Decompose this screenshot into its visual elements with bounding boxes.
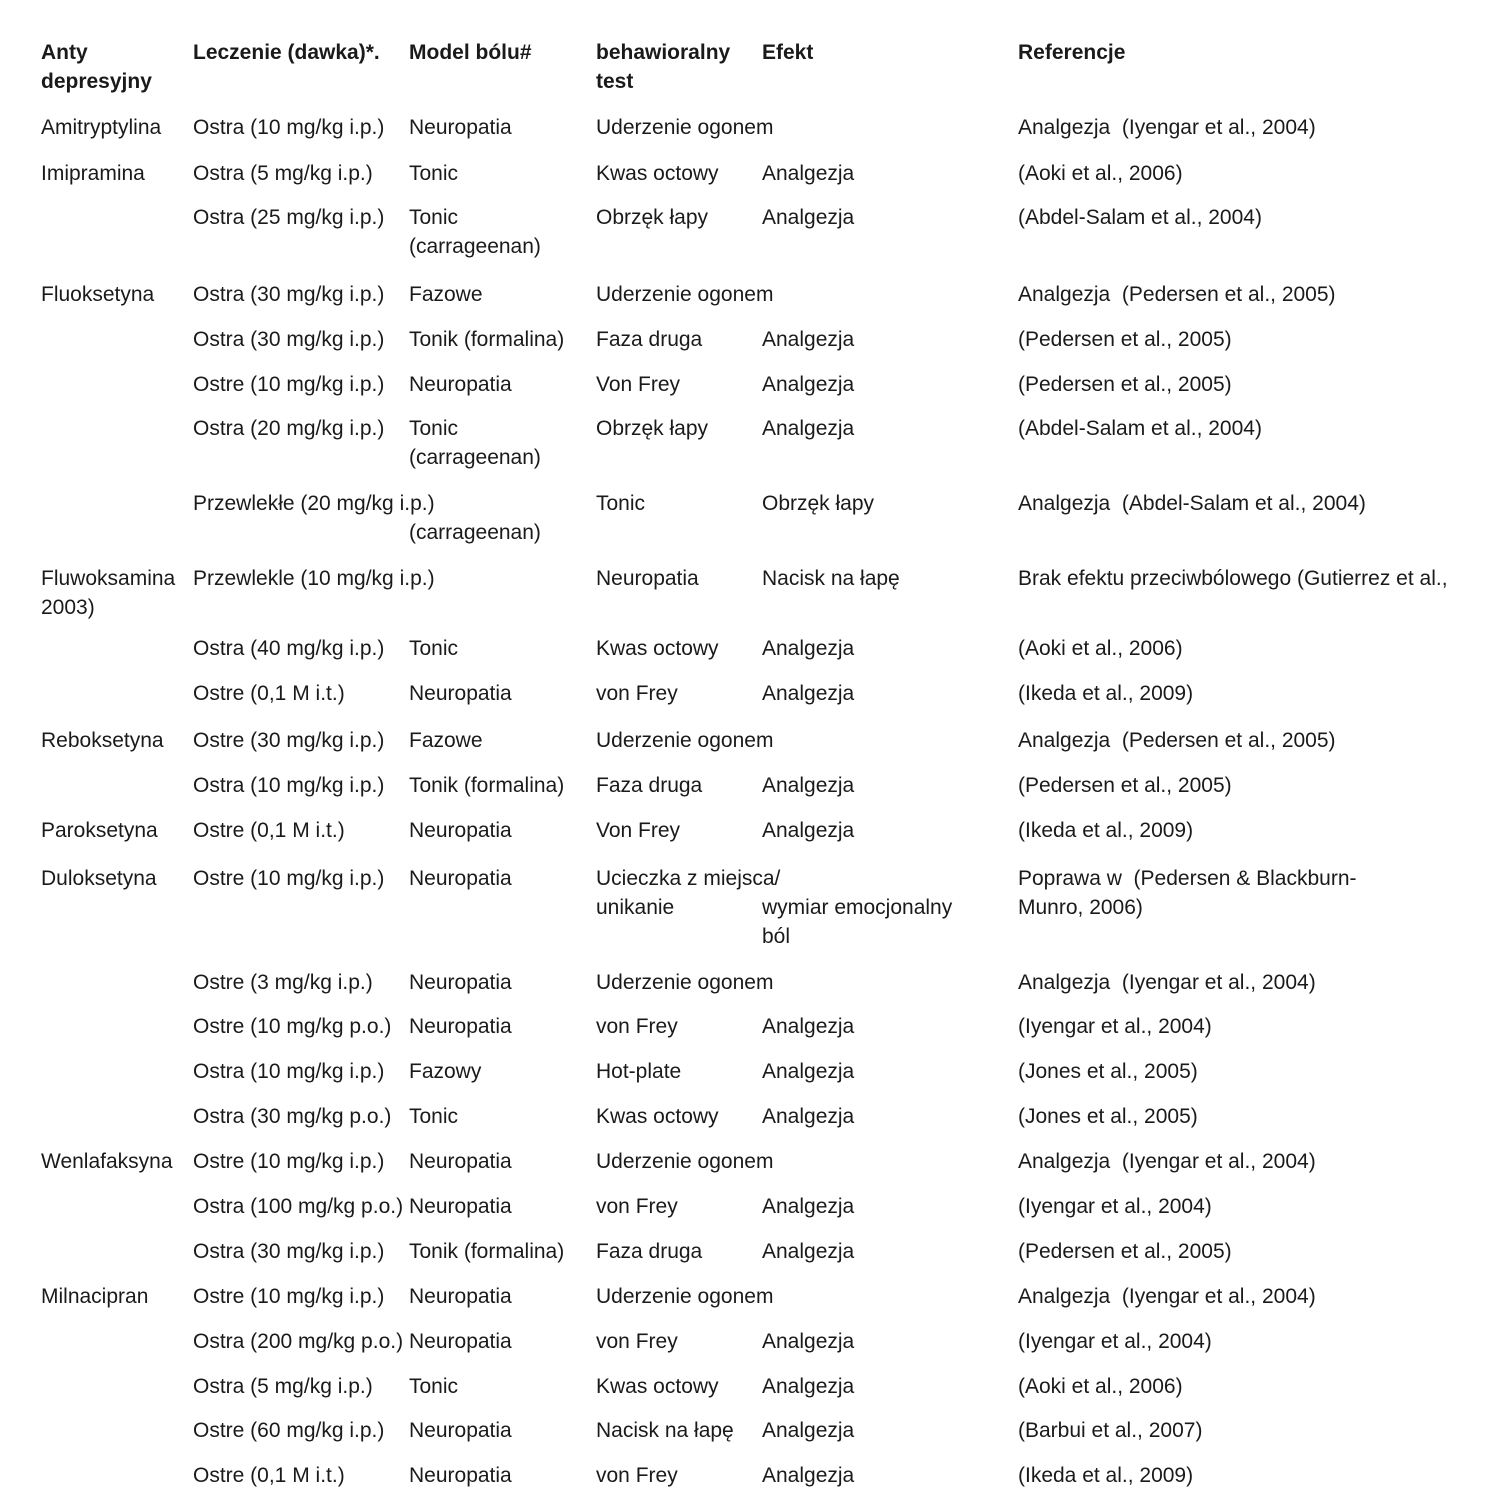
cell-pain-model: Neuropatia [409, 1195, 512, 1218]
cell-drug: Duloksetyna [41, 867, 157, 890]
cell-effect: Nacisk na łapę [762, 567, 900, 590]
cell-effect: Analgezja [762, 637, 855, 660]
cell-behavioral-test: von Frey [596, 1330, 678, 1353]
cell-effect: Analgezja [762, 1015, 855, 1038]
cell-treatment: Przewlekle (10 mg/kg i.p.) [193, 567, 435, 590]
cell-treatment: Ostra (25 mg/kg i.p.) [193, 206, 385, 229]
cell-effect: Obrzęk łapy [762, 492, 875, 515]
cell-effect: Analgezja [762, 373, 855, 396]
cell-pain-model: Tonik (formalina) [409, 1240, 565, 1263]
cell-behavioral-test: Uderzenie ogonem [596, 1285, 774, 1308]
cell-pain-model: Neuropatia [409, 1330, 512, 1353]
cell-treatment: Ostre (0,1 M i.t.) [193, 819, 345, 842]
cell-treatment: Ostre (10 mg/kg i.p.) [193, 1150, 385, 1173]
header-behavioral-test: behawioralny test [596, 41, 731, 93]
cell-pain-model: Neuropatia [409, 116, 512, 139]
cell-behavioral-test: Hot-plate [596, 1060, 682, 1083]
cell-treatment: Ostre (10 mg/kg i.p.) [193, 867, 385, 890]
cell-pain-model: Neuropatia [409, 1419, 512, 1442]
cell-reference: (Aoki et al., 2006) [1018, 637, 1183, 660]
cell-pain-model: Tonic [409, 1375, 459, 1398]
cell-reference: Analgezja (Iyengar et al., 2004) [1018, 116, 1316, 139]
cell-effect: Analgezja [762, 328, 855, 351]
cell-pain-model: Neuropatia [409, 373, 512, 396]
cell-behavioral-test: von Frey [596, 682, 678, 705]
cell-behavioral-test: Ucieczka z miejsca/ unikanie [596, 867, 781, 919]
cell-treatment: Ostra (30 mg/kg p.o.) [193, 1105, 392, 1128]
cell-drug: Wenlafaksyna [41, 1150, 173, 1173]
cell-treatment: Ostra (10 mg/kg i.p.) [193, 1060, 385, 1083]
cell-pain-model: Neuropatia [409, 819, 512, 842]
cell-reference: Analgezja (Iyengar et al., 2004) [1018, 1150, 1316, 1173]
cell-effect: Analgezja [762, 819, 855, 842]
cell-effect: Analgezja [762, 162, 855, 185]
cell-behavioral-test: Uderzenie ogonem [596, 116, 774, 139]
cell-treatment: Ostra (20 mg/kg i.p.) [193, 417, 385, 440]
cell-behavioral-test: von Frey [596, 1464, 678, 1487]
cell-treatment: Ostra (30 mg/kg i.p.) [193, 1240, 385, 1263]
cell-pain-model: Neuropatia [409, 1464, 512, 1487]
cell-effect: Analgezja [762, 774, 855, 797]
cell-drug: Paroksetyna [41, 819, 158, 842]
cell-behavioral-test: Obrzęk łapy [596, 206, 709, 229]
cell-behavioral-test: Faza druga [596, 1240, 703, 1263]
cell-effect: Analgezja [762, 1195, 855, 1218]
cell-pain-model: Neuropatia [409, 971, 512, 994]
cell-drug: Milnacipran [41, 1285, 149, 1308]
cell-reference: (Pedersen et al., 2005) [1018, 373, 1232, 396]
cell-pain-model: Fazowy [409, 1060, 482, 1083]
cell-pain-model: Neuropatia [409, 1015, 512, 1038]
cell-reference: Analgezja (Pedersen et al., 2005) [1018, 283, 1336, 306]
cell-treatment: Ostre (30 mg/kg i.p.) [193, 729, 385, 752]
cell-effect: wymiar emocjonalny ból [762, 896, 953, 948]
cell-behavioral-test: Kwas octowy [596, 1105, 719, 1128]
cell-pain-model: Tonic [409, 162, 459, 185]
cell-effect: Analgezja [762, 1330, 855, 1353]
cell-effect: Analgezja [762, 1375, 855, 1398]
cell-drug: Imipramina [41, 162, 145, 185]
cell-reference: (Barbui et al., 2007) [1018, 1419, 1203, 1442]
cell-reference: (Ikeda et al., 2009) [1018, 1464, 1194, 1487]
cell-treatment: Ostra (30 mg/kg i.p.) [193, 328, 385, 351]
cell-reference: (Iyengar et al., 2004) [1018, 1330, 1212, 1353]
cell-behavioral-test: Kwas octowy [596, 1375, 719, 1398]
cell-treatment: Ostra (100 mg/kg p.o.) [193, 1195, 404, 1218]
cell-reference: (Jones et al., 2005) [1018, 1060, 1198, 1083]
cell-behavioral-test: Nacisk na łapę [596, 1419, 734, 1442]
cell-pain-model: Tonik (formalina) [409, 774, 565, 797]
cell-reference: Analgezja (Pedersen et al., 2005) [1018, 729, 1336, 752]
cell-pain-model: Tonic [409, 637, 459, 660]
cell-behavioral-test: Uderzenie ogonem [596, 971, 774, 994]
header-effect: Efekt [762, 41, 814, 64]
cell-behavioral-test: Faza druga [596, 774, 703, 797]
cell-drug: Amitryptylina [41, 116, 162, 139]
cell-treatment: Ostra (200 mg/kg p.o.) [193, 1330, 404, 1353]
cell-effect: Analgezja [762, 1060, 855, 1083]
cell-reference: (Iyengar et al., 2004) [1018, 1015, 1212, 1038]
cell-behavioral-test: Kwas octowy [596, 162, 719, 185]
cell-effect: Analgezja [762, 206, 855, 229]
cell-reference: Analgezja (Abdel-Salam et al., 2004) [1018, 492, 1366, 515]
header-references: Referencje [1018, 41, 1126, 64]
cell-effect: Analgezja [762, 417, 855, 440]
cell-reference: Poprawa w (Pedersen & Blackburn- Munro, 2006) [1018, 867, 1357, 919]
cell-treatment: Ostre (60 mg/kg i.p.) [193, 1419, 385, 1442]
cell-reference: (Aoki et al., 2006) [1018, 162, 1183, 185]
cell-behavioral-test: Uderzenie ogonem [596, 283, 774, 306]
cell-effect: Analgezja [762, 682, 855, 705]
cell-treatment: Przewlekłe (20 mg/kg i.p.) [193, 492, 435, 515]
cell-drug: Reboksetyna [41, 729, 164, 752]
cell-behavioral-test: Uderzenie ogonem [596, 1150, 774, 1173]
header-pain-model: Model bólu# [409, 41, 532, 64]
cell-effect: Analgezja [762, 1419, 855, 1442]
cell-pain-model: Neuropatia [409, 682, 512, 705]
cell-reference: (Abdel-Salam et al., 2004) [1018, 206, 1262, 229]
cell-reference: (Jones et al., 2005) [1018, 1105, 1198, 1128]
cell-treatment: Ostre (3 mg/kg i.p.) [193, 971, 373, 994]
cell-pain-model: Tonik (formalina) [409, 328, 565, 351]
cell-treatment: Ostra (30 mg/kg i.p.) [193, 283, 385, 306]
cell-behavioral-test: Tonic [596, 492, 646, 515]
cell-reference: (Ikeda et al., 2009) [1018, 682, 1194, 705]
cell-behavioral-test: Von Frey [596, 819, 681, 842]
cell-pain-model: Neuropatia [409, 867, 512, 890]
cell-behavioral-test: von Frey [596, 1015, 678, 1038]
cell-effect: Analgezja [762, 1240, 855, 1263]
cell-pain-model: Tonic [409, 1105, 459, 1128]
cell-behavioral-test: Faza druga [596, 328, 703, 351]
cell-behavioral-test: Kwas octowy [596, 637, 719, 660]
cell-behavioral-test: Obrzęk łapy [596, 417, 709, 440]
cell-reference: Brak efektu przeciwbólowego (Gutierrez et al., [1018, 567, 1448, 590]
cell-treatment: Ostra (10 mg/kg i.p.) [193, 774, 385, 797]
cell-reference: (Pedersen et al., 2005) [1018, 328, 1232, 351]
cell-effect: Analgezja [762, 1464, 855, 1487]
cell-behavioral-test: von Frey [596, 1195, 678, 1218]
cell-reference: (Pedersen et al., 2005) [1018, 774, 1232, 797]
cell-pain-model: Tonic (carrageenan) [409, 206, 541, 258]
cell-reference: Analgezja (Iyengar et al., 2004) [1018, 1285, 1316, 1308]
header-treatment: Leczenie (dawka)*. [193, 41, 380, 64]
cell-treatment: Ostra (5 mg/kg i.p.) [193, 162, 373, 185]
cell-reference: (Pedersen et al., 2005) [1018, 1240, 1232, 1263]
cell-reference: (Aoki et al., 2006) [1018, 1375, 1183, 1398]
cell-behavioral-test: Von Frey [596, 373, 681, 396]
cell-pain-model: (carrageenan) [409, 521, 541, 544]
cell-pain-model: Fazowe [409, 283, 483, 306]
cell-treatment: Ostra (10 mg/kg i.p.) [193, 116, 385, 139]
header-antidepressant: Anty depresyjny [41, 41, 152, 93]
cell-drug: Fluoksetyna [41, 283, 155, 306]
cell-pain-model: Tonic (carrageenan) [409, 417, 541, 469]
cell-treatment: Ostre (0,1 M i.t.) [193, 1464, 345, 1487]
cell-pain-model: Neuropatia [409, 1285, 512, 1308]
cell-treatment: Ostre (0,1 M i.t.) [193, 682, 345, 705]
cell-treatment: Ostra (5 mg/kg i.p.) [193, 1375, 373, 1398]
cell-behavioral-test: Uderzenie ogonem [596, 729, 774, 752]
cell-drug: Fluwoksamina 2003) [41, 567, 176, 619]
cell-reference: (Ikeda et al., 2009) [1018, 819, 1194, 842]
cell-effect: Analgezja [762, 1105, 855, 1128]
cell-treatment: Ostre (10 mg/kg i.p.) [193, 373, 385, 396]
cell-pain-model: Fazowe [409, 729, 483, 752]
cell-reference: (Abdel-Salam et al., 2004) [1018, 417, 1262, 440]
cell-reference: (Iyengar et al., 2004) [1018, 1195, 1212, 1218]
cell-treatment: Ostre (10 mg/kg p.o.) [193, 1015, 392, 1038]
cell-treatment: Ostra (40 mg/kg i.p.) [193, 637, 385, 660]
cell-reference: Analgezja (Iyengar et al., 2004) [1018, 971, 1316, 994]
cell-pain-model: Neuropatia [409, 1150, 512, 1173]
cell-behavioral-test: Neuropatia [596, 567, 699, 590]
cell-treatment: Ostre (10 mg/kg i.p.) [193, 1285, 385, 1308]
